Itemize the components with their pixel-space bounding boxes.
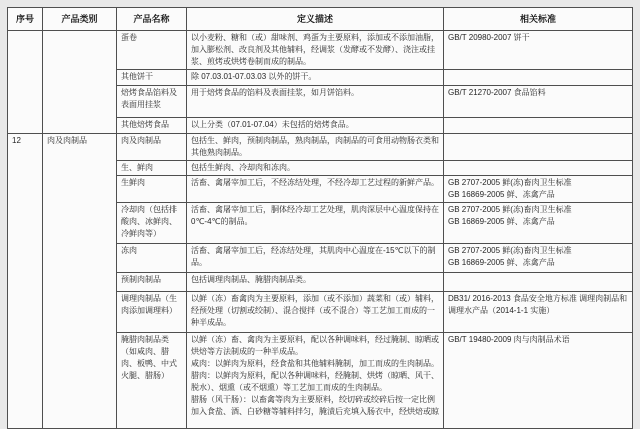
definition-cell — [187, 292, 444, 333]
standards-cell — [444, 118, 633, 134]
product-name-cell: 蛋卷 — [117, 31, 187, 70]
document-page — [7, 7, 633, 429]
product-name-cell: 其他饼干 — [117, 70, 187, 86]
definition-cell — [187, 70, 444, 86]
standard-line: GB 2707-2005 鲜(冻)畜肉卫生标准 — [448, 205, 572, 214]
header-standard: 相关标准 — [444, 8, 633, 31]
definition-paragraph: 除 07.03.01-07.03.03 以外的饼干。 — [191, 72, 317, 81]
definition-cell — [187, 86, 444, 118]
header-category: 产品类别 — [43, 8, 117, 31]
header-serial: 序号 — [8, 8, 43, 31]
serial-cell — [8, 31, 43, 134]
product-name-cell: 腌腊肉制品类（如咸肉、腊肉、板鸭、中式火腿、腊肠） — [117, 333, 187, 429]
definition-paragraph: 咸肉：以鲜肉为原料，经食盐和其他辅料腌制，加工而成的生肉制品。 — [191, 359, 439, 368]
standard-line: GB 16869-2005 鲜、冻禽产品 — [448, 190, 555, 199]
standards-cell — [444, 203, 633, 244]
definition-paragraph: 以上分类（07.01-07.04）未包括的焙烤食品。 — [191, 120, 354, 129]
definition-paragraph: 包括生鲜肉、冷却肉和冻肉。 — [191, 163, 295, 172]
standards-cell — [444, 31, 633, 70]
definition-cell — [187, 203, 444, 244]
product-name-cell: 预制肉制品 — [117, 273, 187, 292]
product-name-cell: 其他焙烤食品 — [117, 118, 187, 134]
definition-cell — [187, 118, 444, 134]
definition-cell — [187, 244, 444, 273]
standards-cell — [444, 134, 633, 161]
product-name-cell: 肉及肉制品 — [117, 134, 187, 161]
definition-paragraph: 包括调理肉制品、腌腊肉制品类。 — [191, 275, 311, 284]
definition-paragraph: 用于焙烤食品的馅料及表面挂浆，如月饼馅料。 — [191, 88, 359, 97]
definition-cell — [187, 161, 444, 176]
definition-paragraph: 以小麦粉、糖和（或）甜味剂、鸡蛋为主要原料，添加或不添加油脂，加入膨松剂、改良剂及其他辅料，经调浆（发酵或不发酵）、浇注或挂浆、煎烤或烘烤卷制而成的制品。 — [191, 33, 439, 66]
table-row — [8, 134, 633, 161]
standard-line: GB/T 21270-2007 食品馅料 — [448, 88, 546, 97]
standards-cell — [444, 176, 633, 203]
standards-cell — [444, 333, 633, 429]
standards-cell — [444, 244, 633, 273]
standard-line: GB 16869-2005 鲜、冻禽产品 — [448, 217, 555, 226]
definition-paragraph: 腊肉：以鲜肉为原料，配以各种调味料，经腌制、烘烤（晾晒、风干、脱水）、烟熏（或不烟熏）等工艺加工而成的生肉制品。 — [191, 371, 439, 392]
product-name-cell: 生、鲜肉 — [117, 161, 187, 176]
product-name-cell: 调理肉制品（生肉添加调理料） — [117, 292, 187, 333]
standards-cell — [444, 273, 633, 292]
standard-line: GB/T 20980-2007 饼干 — [448, 33, 530, 42]
serial-cell: 12 — [8, 134, 43, 429]
category-cell — [43, 31, 117, 134]
definition-paragraph: 活畜、禽屠宰加工后，胴体经冷却工艺处理，肌肉深层中心温度保持在0℃-4℃的制品。 — [191, 205, 439, 226]
definition-paragraph: 腊肠（风干肠）：以畜禽等肉为主要原料，绞切碎或绞碎后按一定比例加入食盐、酒、白砂糖等辅料拌匀，腌渍后充填入肠衣中，经烘焙或晾 — [191, 395, 439, 416]
standard-line: GB 2707-2005 鲜(冻)畜肉卫生标准 — [448, 178, 572, 187]
standard-line: GB 2707-2005 鲜(冻)畜肉卫生标准 — [448, 246, 572, 255]
standard-line: GB/T 19480-2009 肉与肉制品术语 — [448, 335, 570, 344]
product-name-cell: 生鲜肉 — [117, 176, 187, 203]
product-name-cell: 焙烤食品馅料及表面用挂浆 — [117, 86, 187, 118]
definition-cell — [187, 333, 444, 429]
definition-cell — [187, 31, 444, 70]
standards-cell — [444, 70, 633, 86]
table-header-row — [8, 8, 633, 31]
standard-line: GB 16869-2005 鲜、冻禽产品 — [448, 258, 555, 267]
standard-line: DB31/ 2016-2013 食品安全地方标准 调理肉制品和调理水产品（2014-1-1 实施） — [448, 294, 628, 315]
header-product-name: 产品名称 — [117, 8, 187, 31]
definition-paragraph: 活畜、禽屠宰加工后，经冻结处理，其肌肉中心温度在-15℃以下的制品。 — [191, 246, 436, 267]
definition-paragraph: 以鲜（冻）畜、禽肉为主要原料，配以各种调味料，经过腌制、晾晒或烘焙等方法制成的一种半成品。 — [191, 335, 439, 356]
definition-paragraph: 活畜、禽屠宰加工后，不经冻结处理，不经冷却工艺过程的新鲜产品。 — [191, 178, 439, 187]
standards-cell — [444, 292, 633, 333]
table-row — [8, 31, 633, 70]
definition-paragraph: 包括生、鲜肉，预制肉制品，熟肉制品，肉制品的可食用动物肠衣类和其他熟肉制品。 — [191, 136, 439, 157]
product-name-cell: 冷却肉（包括排酸肉、冰鲜肉、冷鲜肉等） — [117, 203, 187, 244]
standards-cell — [444, 161, 633, 176]
definition-cell — [187, 176, 444, 203]
definition-cell — [187, 134, 444, 161]
food-standards-table — [7, 7, 633, 429]
product-name-cell: 冻肉 — [117, 244, 187, 273]
standards-cell — [444, 86, 633, 118]
definition-cell — [187, 273, 444, 292]
header-definition: 定义描述 — [187, 8, 444, 31]
category-cell: 肉及肉制品 — [43, 134, 117, 429]
definition-paragraph: 以鲜（冻）畜禽肉为主要原料，添加（或不添加）蔬菜和（或）辅料，经预处理（切割或绞制）、混合搅拌（或不混合）等工艺加工而成的一种半成品。 — [191, 294, 439, 327]
